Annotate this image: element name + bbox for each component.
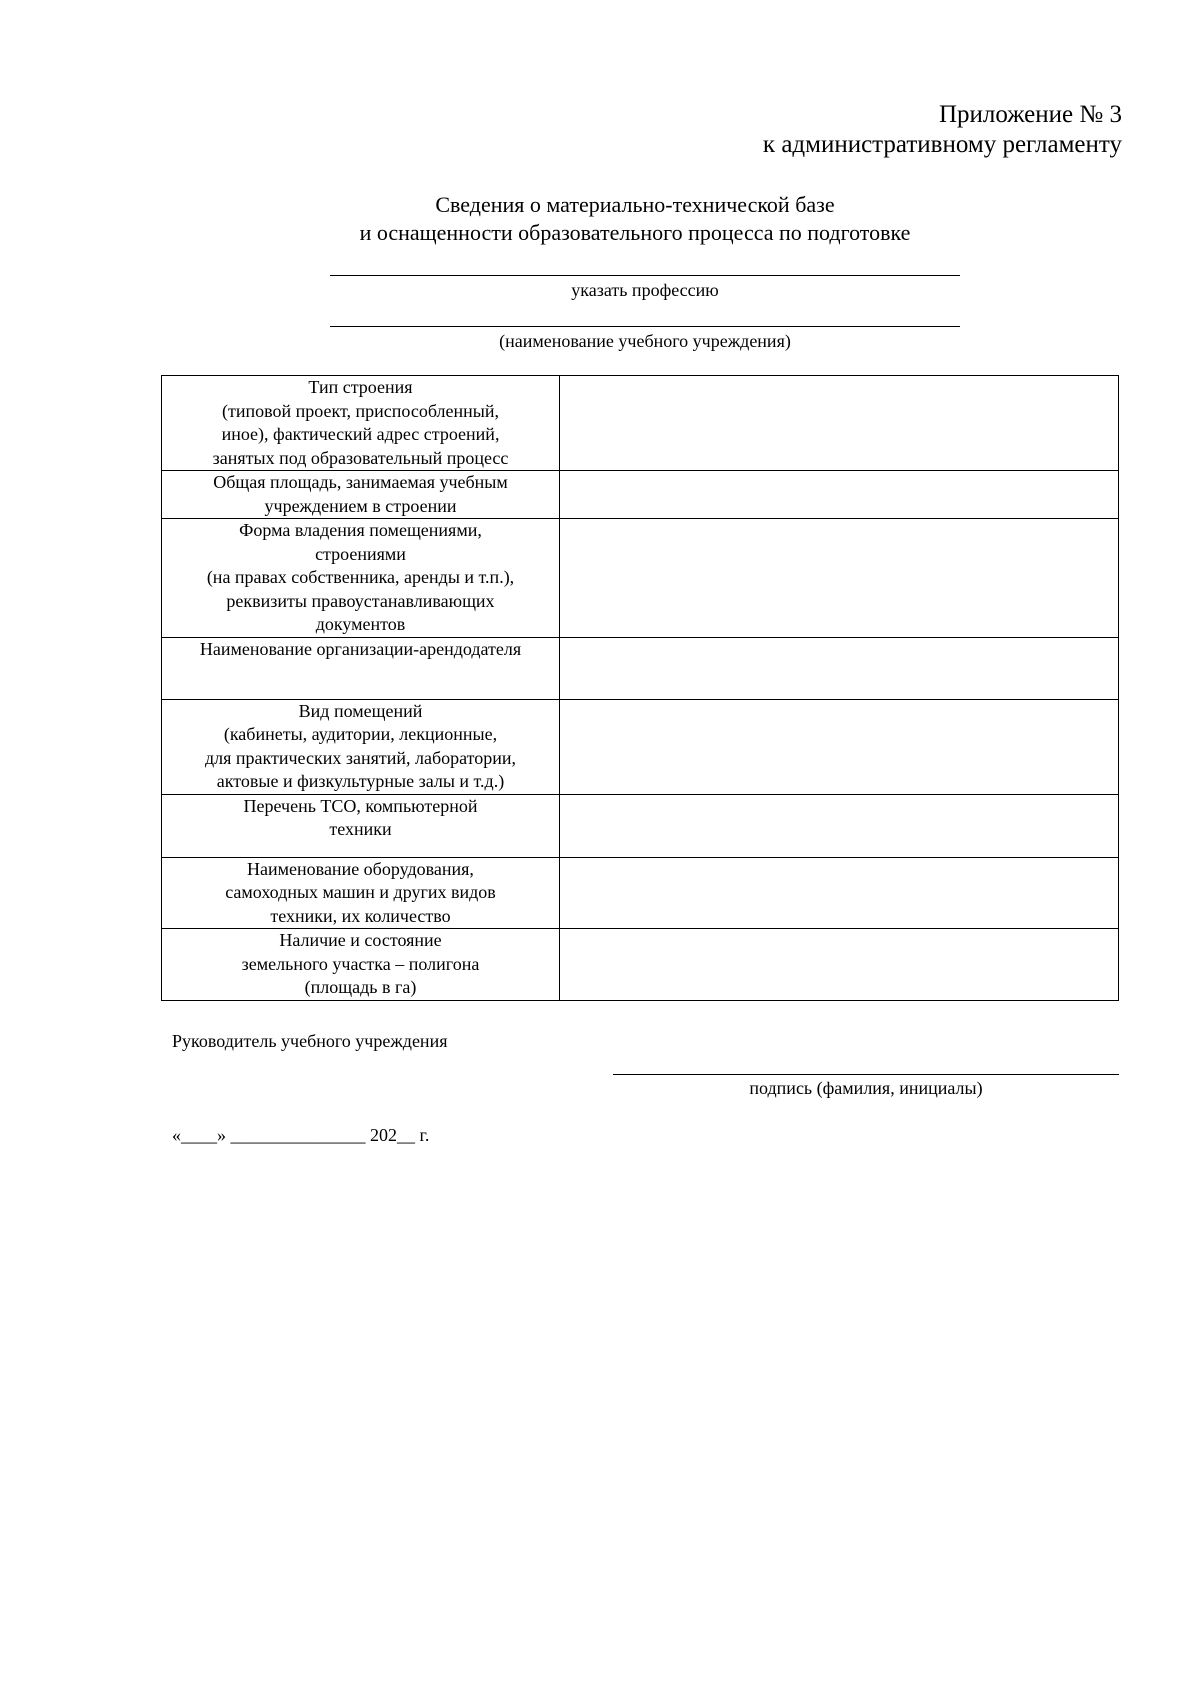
institution-caption: (наименование учебного учреждения) bbox=[499, 331, 791, 351]
row-label-total-area: Общая площадь, занимаемая учебным учреждением в строении bbox=[162, 471, 560, 519]
head-of-institution-label: Руководитель учебного учреждения bbox=[172, 1031, 448, 1051]
row-label-tso-computers: Перечень ТСО, компьютерной техники bbox=[162, 794, 560, 857]
table-row bbox=[162, 637, 1119, 699]
row-value-building-type[interactable] bbox=[560, 376, 1119, 471]
row-value-land-plot[interactable] bbox=[560, 929, 1119, 1001]
profession-fill-line[interactable] bbox=[330, 275, 960, 276]
table-row bbox=[162, 699, 1119, 794]
row-value-premises-type[interactable] bbox=[560, 699, 1119, 794]
signature-fill-line[interactable] bbox=[613, 1074, 1119, 1075]
row-value-total-area[interactable] bbox=[560, 471, 1119, 519]
title-line-2: и оснащенности образовательного процесса по подготовке bbox=[359, 220, 911, 245]
row-value-tso-computers[interactable] bbox=[560, 794, 1119, 857]
document-title bbox=[315, 191, 955, 247]
institution-fill-line[interactable] bbox=[330, 326, 960, 327]
table-row bbox=[162, 471, 1119, 519]
row-label-equipment: Наименование оборудования, самоходных машин и других видов техники, их количество bbox=[162, 857, 560, 929]
row-label-building-type: Тип строения (типовой проект, приспособленный, иное), фактический адрес строений, занятых под образовательный процесс bbox=[162, 376, 560, 471]
row-label-premises-type: Вид помещений (кабинеты, аудитории, лекционные, для практических занятий, лаборатории, актовые и физкультурные залы и т.д.) bbox=[162, 699, 560, 794]
facilities-table bbox=[161, 375, 1119, 1001]
table-row bbox=[162, 376, 1119, 471]
title-line-1: Сведения о материально-технической базе bbox=[435, 192, 835, 217]
profession-caption: указать профессию bbox=[571, 280, 719, 300]
table-row bbox=[162, 519, 1119, 638]
row-value-equipment[interactable] bbox=[560, 857, 1119, 929]
table-row bbox=[162, 794, 1119, 857]
appendix-number: Приложение № 3 bbox=[938, 101, 1122, 128]
row-value-landlord[interactable] bbox=[560, 637, 1119, 699]
row-label-land-plot: Наличие и состояние земельного участка – полигона (площадь в га) bbox=[162, 929, 560, 1001]
date-line[interactable]: «____» _______________ 202__ г. bbox=[172, 1125, 430, 1145]
row-label-landlord: Наименование организации-арендодателя bbox=[162, 637, 560, 699]
table-row bbox=[162, 929, 1119, 1001]
row-value-ownership-form[interactable] bbox=[560, 519, 1119, 638]
appendix-header bbox=[763, 100, 1122, 160]
signature-caption: подпись (фамилия, инициалы) bbox=[749, 1078, 983, 1098]
appendix-reference: к административному регламенту bbox=[762, 131, 1122, 158]
table-row bbox=[162, 857, 1119, 929]
row-label-ownership-form: Форма владения помещениями, строениями (на правах собственника, аренды и т.п.), реквизиты правоустанавливающих документов bbox=[162, 519, 560, 638]
